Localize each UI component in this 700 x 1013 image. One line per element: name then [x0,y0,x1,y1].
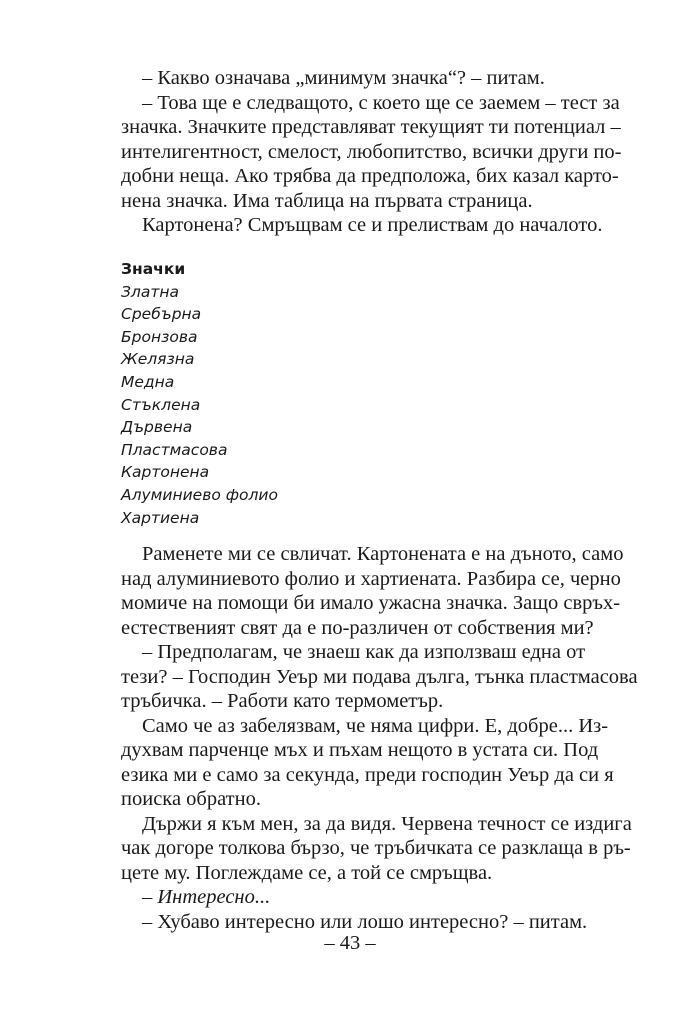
text-line: – Предполагам, че знаеш как да използваш една от [142,641,586,663]
badge-item: Желязна [121,350,195,369]
text-line: тръбичка. – Работи като термометър. [121,690,444,712]
badge-item: Медна [121,372,175,391]
badge-item: Пластмасова [121,440,228,459]
text-line: Само че аз забелязвам, че няма цифри. Е, добре... Из- [142,714,609,737]
badge-item: Хартиена [121,508,200,527]
badge-item: Бронзова [121,327,198,346]
text-line: Раменете ми се свличат. Картонената е на дъното, само [142,543,624,565]
badge-item: Стъклена [121,395,201,414]
bottom-text-block [121,542,638,934]
badges-table-title: Значки [121,260,186,278]
text-line: над алуминиевото фолио и хартиената. Разбира се, черно [121,567,621,590]
badge-item: Картонена [121,463,210,482]
badges-list [121,281,278,530]
text-line: – Какво означава „минимум значка“? – питам. [142,67,545,89]
text-line: естественият свят да е по-различен от собствения ми? [121,616,594,639]
badge-item: Алуминиево фолио [121,485,278,504]
text-line: добни неща. Ако трябва да предположа, бих казал карто- [121,165,619,187]
badge-item: Сребърна [121,305,202,324]
text-line: поиска обратно. [121,788,261,810]
top-text-block [121,66,622,238]
text-line: Държи я към мен, за да видя. Червена течност се издига [142,812,632,835]
text-line: – Интересно... [142,886,271,908]
text-line: чак догоре толкова бързо, че тръбичката се разклаща в ръ- [121,837,631,859]
badges-table [121,258,278,529]
badge-item: Златна [121,282,180,301]
page-number: – 43 – [324,932,376,954]
text-line: значка. Значките представляват текущият ти потенциал – [121,116,621,138]
text-line: – Хубаво интересно или лошо интересно? – питам. [142,910,588,933]
text-line: интелигентност, смелост, любопитство, всички други по- [121,140,622,163]
text-line: духвам парченце мъх и пъхам нещото в устата си. Под [121,739,599,761]
badge-item: Дървена [121,418,193,437]
text-line: момиче на помощи би имало ужасна значка. Защо свръх- [121,592,621,614]
text-line: езика ми е само за секунда, преди господин Уеър да си я [121,763,614,786]
text-line: цете му. Поглеждаме се, а той се смръщва. [121,861,493,884]
text-line: нена значка. Има таблица на първата страница. [121,189,533,212]
text-line: – Това ще е следващото, с което ще се заемем – тест за [142,91,620,114]
text-line: Картонена? Смръщвам се и прелиствам до началото. [142,214,603,236]
text-line: тези? – Господин Уеър ми подава дълга, тънка пластмасова [121,665,638,688]
